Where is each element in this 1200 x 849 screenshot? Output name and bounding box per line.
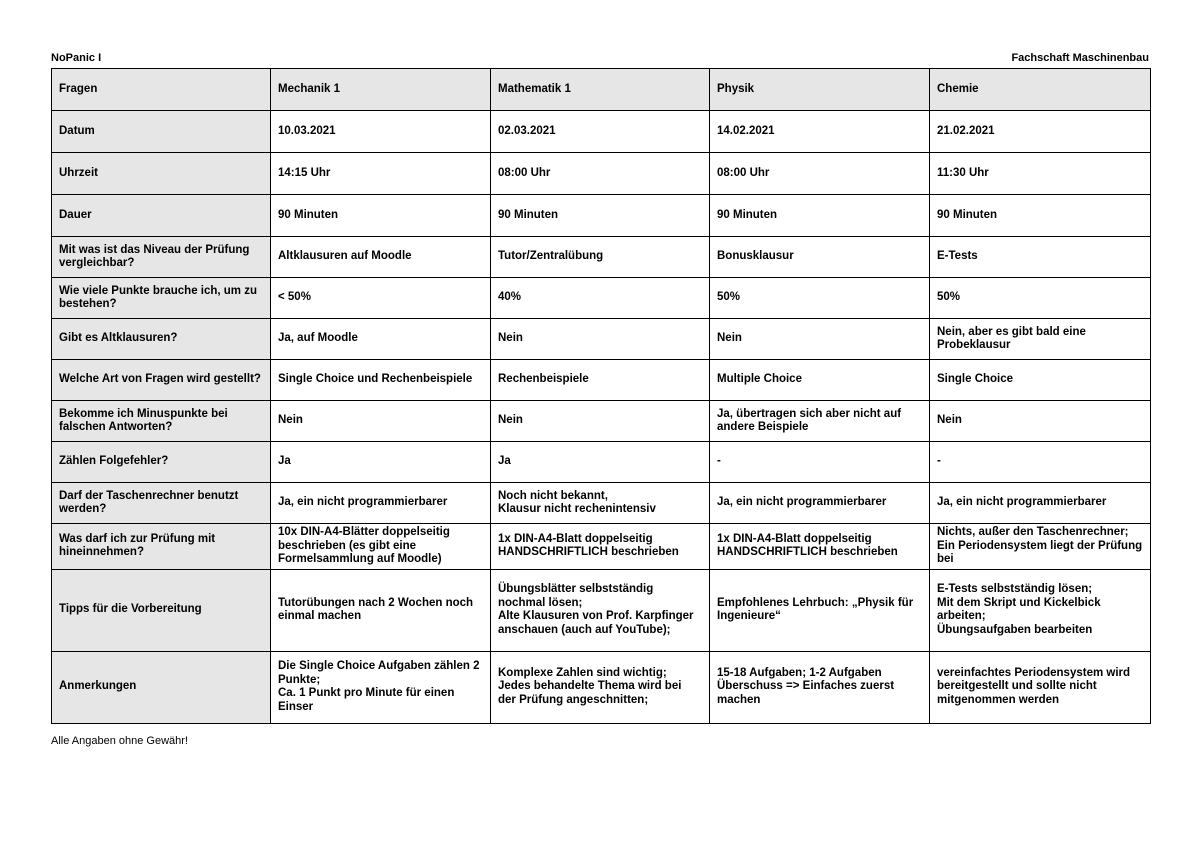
answer-cell: Nein, aber es gibt bald eine Probeklausur xyxy=(930,319,1151,360)
answer-cell: 50% xyxy=(930,278,1151,319)
answer-cell: Ja, ein nicht programmierbarer xyxy=(271,483,491,524)
answer-cell: Ja xyxy=(271,442,491,483)
answer-cell: Bonusklausur xyxy=(710,237,930,278)
answer-cell: - xyxy=(710,442,930,483)
answer-cell: Rechenbeispiele xyxy=(491,360,710,401)
answer-cell: 90 Minuten xyxy=(710,195,930,237)
answer-cell: Multiple Choice xyxy=(710,360,930,401)
answer-cell: Nein xyxy=(491,401,710,442)
answer-cell: Nein xyxy=(271,401,491,442)
answer-cell: 08:00 Uhr xyxy=(491,153,710,195)
exam-info-table xyxy=(51,68,1151,724)
table-row xyxy=(52,360,1151,401)
document-header-right: Fachschaft Maschinenbau xyxy=(1011,52,1149,64)
question-cell: Datum xyxy=(52,111,271,153)
answer-line: Ca. 1 Punkt pro Minute für einen Einser xyxy=(278,687,455,713)
table-row xyxy=(52,278,1151,319)
answer-line: Komplexe Zahlen sind wichtig; xyxy=(498,666,667,679)
question-cell: Was darf ich zur Prüfung mit hineinnehmen? xyxy=(52,524,271,570)
table-row xyxy=(52,651,1151,723)
answer-line: Jedes behandelte Thema wird bei der Prüfung angeschnitten; xyxy=(498,680,682,706)
table-row xyxy=(52,153,1151,195)
answer-cell: 15-18 Aufgaben; 1-2 Aufgaben Überschuss => Einfaches zuerst machen xyxy=(710,651,930,723)
answer-cell: Empfohlenes Lehrbuch: „Physik für Ingenieure“ xyxy=(710,569,930,651)
answer-line: Klausur nicht rechenintensiv xyxy=(498,503,656,515)
answer-line: Übungsaufgaben bearbeiten xyxy=(937,623,1093,636)
answer-line: Nichts, außer den Taschenrechner; xyxy=(937,526,1129,538)
answer-cell: Ja, ein nicht programmierbarer xyxy=(710,483,930,524)
answer-cell: 90 Minuten xyxy=(930,195,1151,237)
answer-cell: 14:15 Uhr xyxy=(271,153,491,195)
question-cell: Zählen Folgefehler? xyxy=(52,442,271,483)
answer-cell: Tutor/Zentralübung xyxy=(491,237,710,278)
answer-cell: Ja, übertragen sich aber nicht auf andere Beispiele xyxy=(710,401,930,442)
answer-cell: E-Tests xyxy=(930,237,1151,278)
answer-cell: < 50% xyxy=(271,278,491,319)
question-cell: Wie viele Punkte brauche ich, um zu bestehen? xyxy=(52,278,271,319)
answer-cell: Single Choice xyxy=(930,360,1151,401)
answer-cell: 1x DIN-A4-Blatt doppelseitig HANDSCHRIFTLICH beschrieben xyxy=(491,524,710,570)
document-header-left: NoPanic I xyxy=(51,52,102,64)
table-row xyxy=(52,569,1151,651)
answer-cell: Nein xyxy=(930,401,1151,442)
answer-cell xyxy=(930,569,1151,651)
answer-cell: 90 Minuten xyxy=(491,195,710,237)
answer-cell: 08:00 Uhr xyxy=(710,153,930,195)
answer-cell xyxy=(271,651,491,723)
answer-cell xyxy=(491,651,710,723)
answer-cell: Nein xyxy=(491,319,710,360)
table-row xyxy=(52,319,1151,360)
answer-cell xyxy=(930,524,1151,570)
table-row xyxy=(52,442,1151,483)
answer-cell: 11:30 Uhr xyxy=(930,153,1151,195)
answer-cell: 14.02.2021 xyxy=(710,111,930,153)
answer-cell: Ja xyxy=(491,442,710,483)
answer-cell: 02.03.2021 xyxy=(491,111,710,153)
column-header-mechanik: Mechanik 1 xyxy=(271,69,491,111)
answer-cell: - xyxy=(930,442,1151,483)
column-header-physik: Physik xyxy=(710,69,930,111)
column-header-fragen: Fragen xyxy=(52,69,271,111)
answer-cell: Nein xyxy=(710,319,930,360)
answer-cell: 40% xyxy=(491,278,710,319)
answer-line: Die Single Choice Aufgaben zählen 2 Punkte; xyxy=(278,660,480,686)
answer-cell xyxy=(491,483,710,524)
answer-cell: vereinfachtes Periodensystem wird bereitgestellt und sollte nicht mitgenommen werden xyxy=(930,651,1151,723)
answer-cell: 10x DIN-A4-Blätter doppelseitig beschrieben (es gibt eine Formelsammlung auf Moodle) xyxy=(271,524,491,570)
answer-cell: 90 Minuten xyxy=(271,195,491,237)
question-cell: Tipps für die Vorbereitung xyxy=(52,569,271,651)
answer-cell: Tutorübungen nach 2 Wochen noch einmal machen xyxy=(271,569,491,651)
answer-cell: 50% xyxy=(710,278,930,319)
table-row xyxy=(52,524,1151,570)
question-cell: Uhrzeit xyxy=(52,153,271,195)
answer-cell xyxy=(491,569,710,651)
table-row xyxy=(52,237,1151,278)
question-cell: Bekomme ich Minuspunkte bei falschen Antworten? xyxy=(52,401,271,442)
answer-line: Übungsblätter selbstständig nochmal lösen; xyxy=(498,583,654,609)
answer-line: Ein Periodensystem liegt der Prüfung bei xyxy=(937,539,1143,565)
question-cell: Anmerkungen xyxy=(52,651,271,723)
answer-line: Alte Klausuren von Prof. Karpfinger anschauen (auch auf YouTube); xyxy=(498,610,694,636)
answer-line: Noch nicht bekannt, xyxy=(498,489,608,502)
column-header-chemie: Chemie xyxy=(930,69,1151,111)
question-cell: Dauer xyxy=(52,195,271,237)
answer-cell: 21.02.2021 xyxy=(930,111,1151,153)
answer-cell: Altklausuren auf Moodle xyxy=(271,237,491,278)
answer-cell: Ja, ein nicht programmierbarer xyxy=(930,483,1151,524)
question-cell: Darf der Taschenrechner benutzt werden? xyxy=(52,483,271,524)
disclaimer-text: Alle Angaben ohne Gewähr! xyxy=(51,735,188,747)
column-header-mathematik: Mathematik 1 xyxy=(491,69,710,111)
table-row xyxy=(52,111,1151,153)
question-cell: Welche Art von Fragen wird gestellt? xyxy=(52,360,271,401)
answer-cell: 1x DIN-A4-Blatt doppelseitig HANDSCHRIFTLICH beschrieben xyxy=(710,524,930,570)
table-header-row xyxy=(52,69,1151,111)
table-row xyxy=(52,483,1151,524)
table-row xyxy=(52,195,1151,237)
question-cell: Mit was ist das Niveau der Prüfung vergleichbar? xyxy=(52,237,271,278)
answer-line: E-Tests selbstständig lösen; xyxy=(937,583,1093,595)
table-row xyxy=(52,401,1151,442)
question-cell: Gibt es Altklausuren? xyxy=(52,319,271,360)
answer-cell: Ja, auf Moodle xyxy=(271,319,491,360)
answer-line: Mit dem Skript und Kickelbick arbeiten; xyxy=(937,596,1101,622)
answer-cell: 10.03.2021 xyxy=(271,111,491,153)
answer-cell: Single Choice und Rechenbeispiele xyxy=(271,360,491,401)
